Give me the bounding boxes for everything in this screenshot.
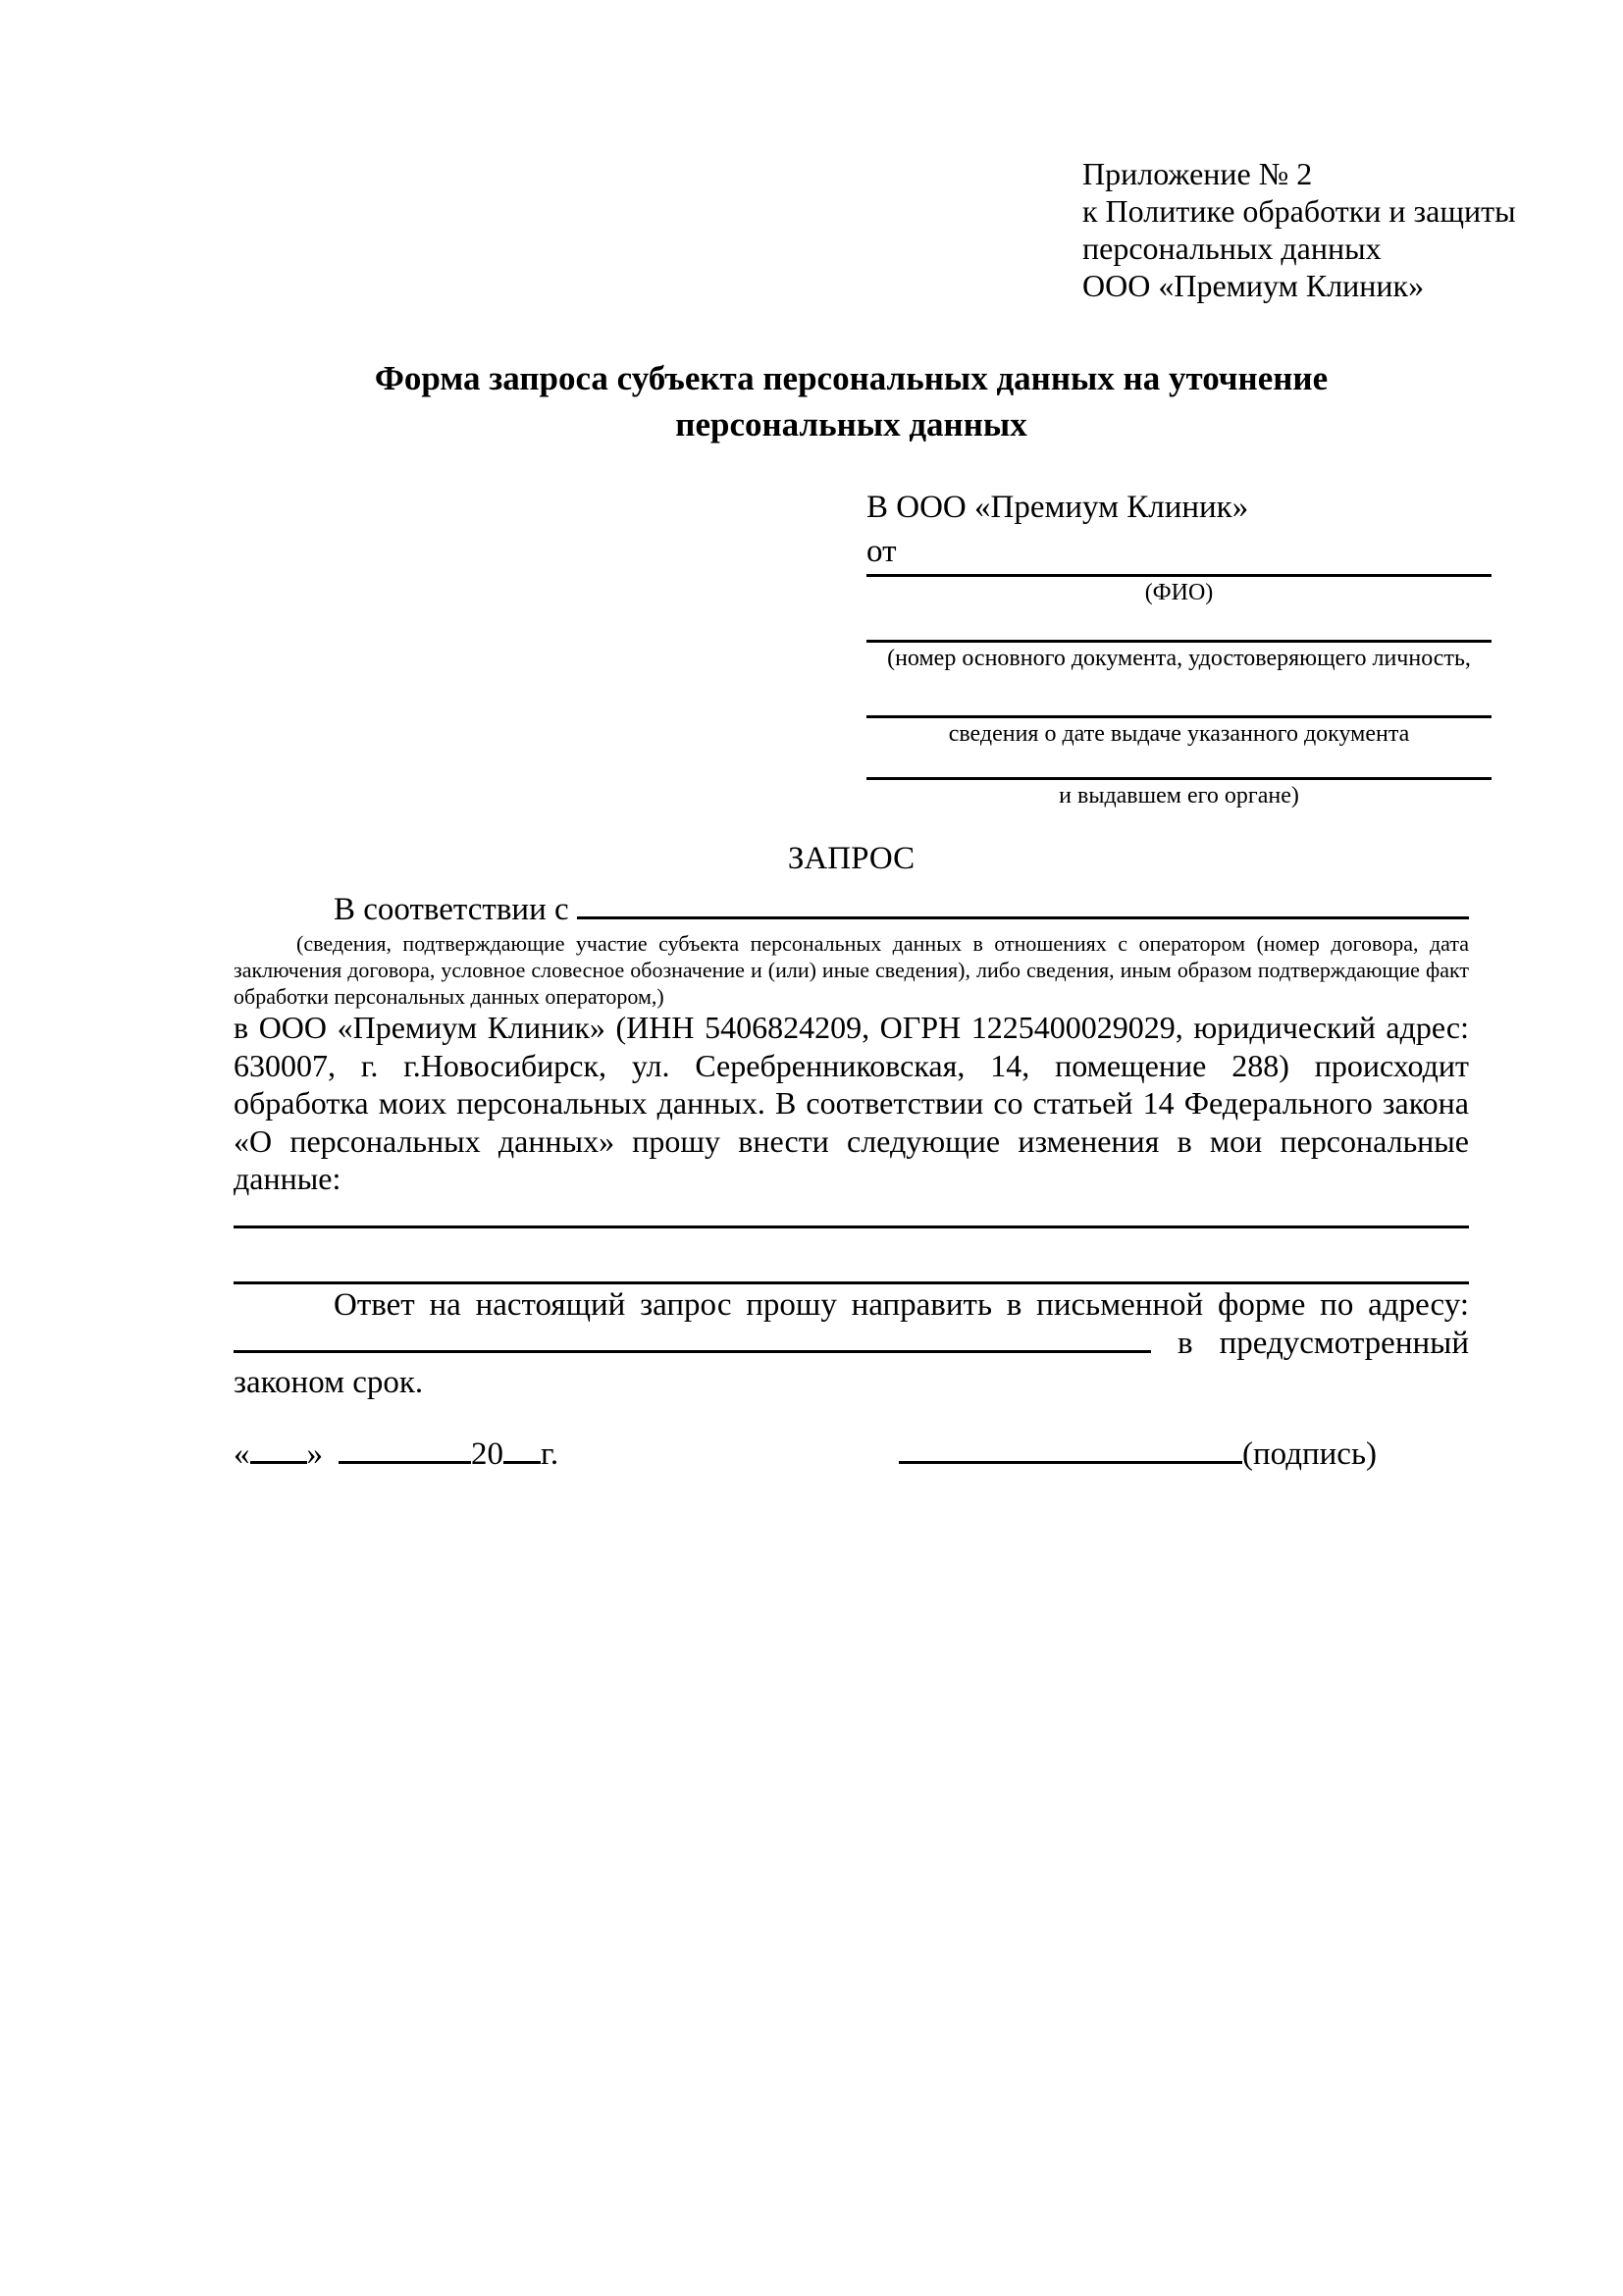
request-body-line: «О персональных данных» прошу внести следующие изменения в мои персональные <box>234 1122 1469 1159</box>
page-title <box>234 355 1469 447</box>
explanatory-note <box>234 930 1469 1010</box>
year-blank-line <box>503 1461 541 1464</box>
request-intro-line <box>234 888 1469 932</box>
annex-line: к Политике обработки и защиты <box>1082 193 1516 229</box>
date-signature-row <box>234 1433 1377 1477</box>
note-line: (сведения, подтверждающие участие субъекта персональных данных в отношениях с оператором (номер договора, дата <box>296 931 1469 956</box>
request-body-line: 630007, г. г.Новосибирск, ул. Серебренниковская, 14, помещение 288) происходит <box>234 1047 1469 1083</box>
fio-field-caption: (ФИО) <box>1144 580 1214 605</box>
request-intro-prefix: В соответствии с <box>334 892 577 927</box>
note-line: обработки персональных данных оператором,) <box>234 984 664 1009</box>
issue-date-caption: сведения о дате выдаче указанного документа <box>948 721 1410 747</box>
page-title-line: Форма запроса субъекта персональных данных на уточнение <box>374 359 1329 397</box>
request-body-line: обработка моих персональных данных. В соответствии со статьей 14 Федерального закона <box>234 1085 1469 1121</box>
annex-line: персональных данных <box>1082 231 1382 266</box>
changes-blank-line-2 <box>234 1281 1469 1284</box>
request-body-line: в ООО «Премиум Клиник» (ИНН 5406824209, ОГРН 1225400029029, юридический адрес: <box>234 1010 1469 1045</box>
day-blank-line <box>250 1461 307 1464</box>
request-body <box>234 1009 1469 1198</box>
response-line-1: Ответ на настоящий запрос прошу направить в письменной форме по адресу: <box>334 1287 1469 1323</box>
response-word: в <box>1178 1326 1193 1361</box>
annex-block <box>1082 155 1516 304</box>
basis-blank-line <box>577 916 1469 919</box>
request-body-line: данные: <box>234 1161 341 1196</box>
signature-blank-line <box>899 1461 1242 1464</box>
date-quote-close: » <box>306 1436 323 1472</box>
page-title-line: персональных данных <box>675 405 1027 444</box>
response-line-2 <box>234 1325 1469 1363</box>
year-prefix: 20 <box>471 1436 503 1472</box>
address-blank-line <box>234 1350 1151 1353</box>
date-quote-open: « <box>234 1436 250 1472</box>
request-heading: ЗАПРОС <box>787 841 916 876</box>
month-blank-line <box>339 1461 471 1464</box>
changes-blank-line-1 <box>234 1226 1469 1228</box>
annex-line: ООО «Премиум Клиник» <box>1082 268 1425 303</box>
response-line-3: законом срок. <box>234 1365 424 1400</box>
addressee-from-label: от <box>866 534 897 569</box>
addressee-block <box>866 486 1492 811</box>
response-word: предусмотренный <box>1219 1326 1469 1361</box>
issuing-authority-caption: и выдавшем его органе) <box>1059 783 1299 809</box>
year-suffix: г. <box>541 1436 559 1472</box>
note-line: заключения договора, условное словесное обозначение и (или) иные сведения), либо сведения, иным образом подтверждающие факт <box>234 958 1469 982</box>
annex-line: Приложение № 2 <box>1082 156 1313 191</box>
addressee-to: В ООО «Премиум Клиник» <box>866 490 1249 525</box>
document-number-caption: (номер основного документа, удостоверяющего личность, <box>887 646 1471 671</box>
signature-caption: (подпись) <box>1242 1436 1377 1472</box>
